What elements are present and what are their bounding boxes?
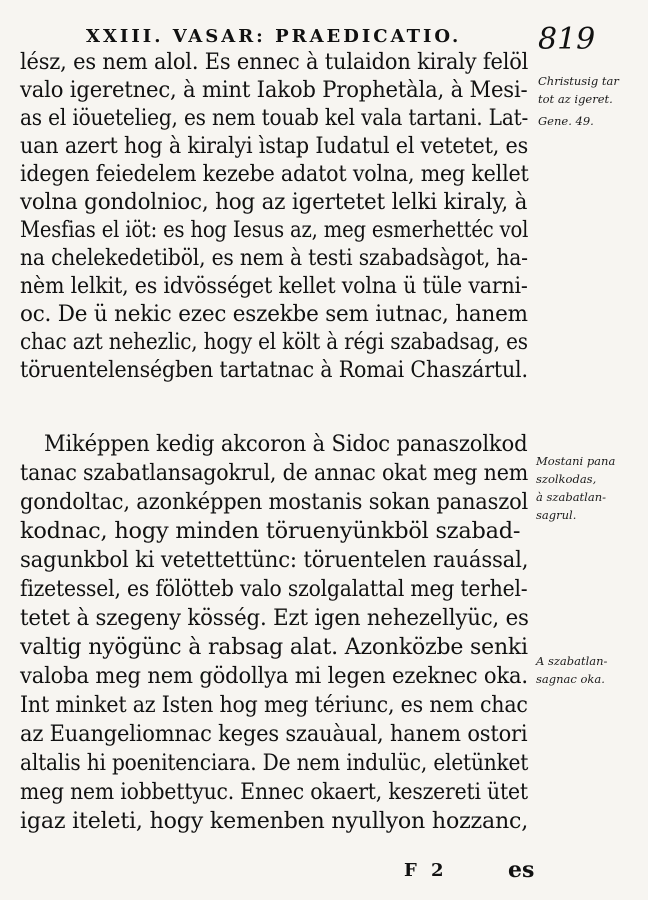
paragraph-2-line: Int minket az Isten hog meg tériunc, es nem chac <box>20 692 528 718</box>
paragraph-2-line: fizetessel, es fölötteb valo szolgalattal meg terhel- <box>20 576 528 602</box>
paragraph-1-line: valo igeretnec, à mint Iakob Prophetàla, à Mesi- <box>20 77 528 103</box>
margin-note-line: sagrul. <box>536 508 577 522</box>
margin-note-line: A szabatlan- <box>536 654 608 668</box>
page-number: 819 <box>538 22 596 57</box>
paragraph-2-line: Miképpen kedig akcoron à Sidoc panaszolkod <box>44 431 528 457</box>
margin-note-line: Mostani pana <box>536 454 616 468</box>
margin-note-line: Gene. 49. <box>538 114 594 128</box>
catchword: es <box>508 857 535 883</box>
running-head: XXIII. VASAR: PRAEDICATIO. <box>86 26 462 47</box>
paragraph-2-line: valtig nyögünc à rabsag alat. Azonközbe senki <box>20 634 528 660</box>
paragraph-2-line: tanac szabatlansagokrul, de annac okat meg nem <box>20 460 529 486</box>
margin-note-line: Christusig tar <box>538 74 619 88</box>
paragraph-1-line: töruentelenségben tartatnac à Romai Chaszártul. <box>20 357 528 383</box>
margin-note-line: szolkodas, <box>536 472 597 486</box>
signature-mark: F 2 <box>404 860 448 881</box>
paragraph-2-line: az Euangeliomnac keges szauàual, hanem ostori <box>20 721 528 747</box>
margin-note-line: sagnac oka. <box>536 672 605 686</box>
paragraph-2-line: kodnac, hogy minden töruenyünkböl szabad- <box>20 518 521 544</box>
paragraph-2-line: gondoltac, azonképpen mostanis sokan panaszol <box>20 489 529 515</box>
paragraph-1-line: oc. De ü nekic ezec eszekbe sem iutnac, hanem <box>20 301 528 327</box>
paragraph-1-line: volna gondolnioc, hog az igertetet lelki kiraly, à <box>20 189 528 215</box>
paragraph-2-line: igaz iteleti, hogy kemenben nyullyon hozzanc, <box>20 808 529 834</box>
paragraph-2-line: valoba meg nem gödollya mi legen ezeknec oka. <box>20 663 528 689</box>
paragraph-2-line: tetet à szegeny kösség. Ezt igen nehezellyüc, es <box>20 605 529 631</box>
paragraph-1-line: lész, es nem alol. Es ennec à tulaidon kiraly felöl <box>20 49 529 75</box>
paragraph-1-line: na chelekedetiböl, es nem à testi szabadsàgot, ha- <box>20 245 528 271</box>
paragraph-1-line: chac azt nehezlic, hogy el költ à régi szabadsag, es <box>20 329 528 355</box>
paragraph-1-line: idegen feiedelem kezebe adatot volna, meg kellet <box>20 161 529 187</box>
paragraph-2-line: sagunkbol ki vetettettünc: töruentelen rauással, <box>20 547 529 573</box>
margin-note-line: tot az igeret. <box>538 92 613 106</box>
margin-note-line: à szabatlan- <box>536 490 606 504</box>
paragraph-1-line: uan azert hog à kiralyi ìstap Iudatul el vetetet, es <box>20 133 529 159</box>
paragraph-2-line: meg nem iobbettyuc. Ennec okaert, keszereti ütet <box>20 779 528 805</box>
paragraph-1-line: nèm lelkit, es idvösséget kellet volna ü tüle varni- <box>20 273 528 299</box>
paragraph-1-line: Mesfias el iöt: es hog Iesus az, meg esmerhettéc vol <box>20 217 529 243</box>
paragraph-1-line: as el iöuetelieg, es nem touab kel vala tartani. Lat- <box>20 105 529 131</box>
paragraph-2-line: altalis hi poenitenciara. De nem indulüc, eletünket <box>20 750 529 776</box>
